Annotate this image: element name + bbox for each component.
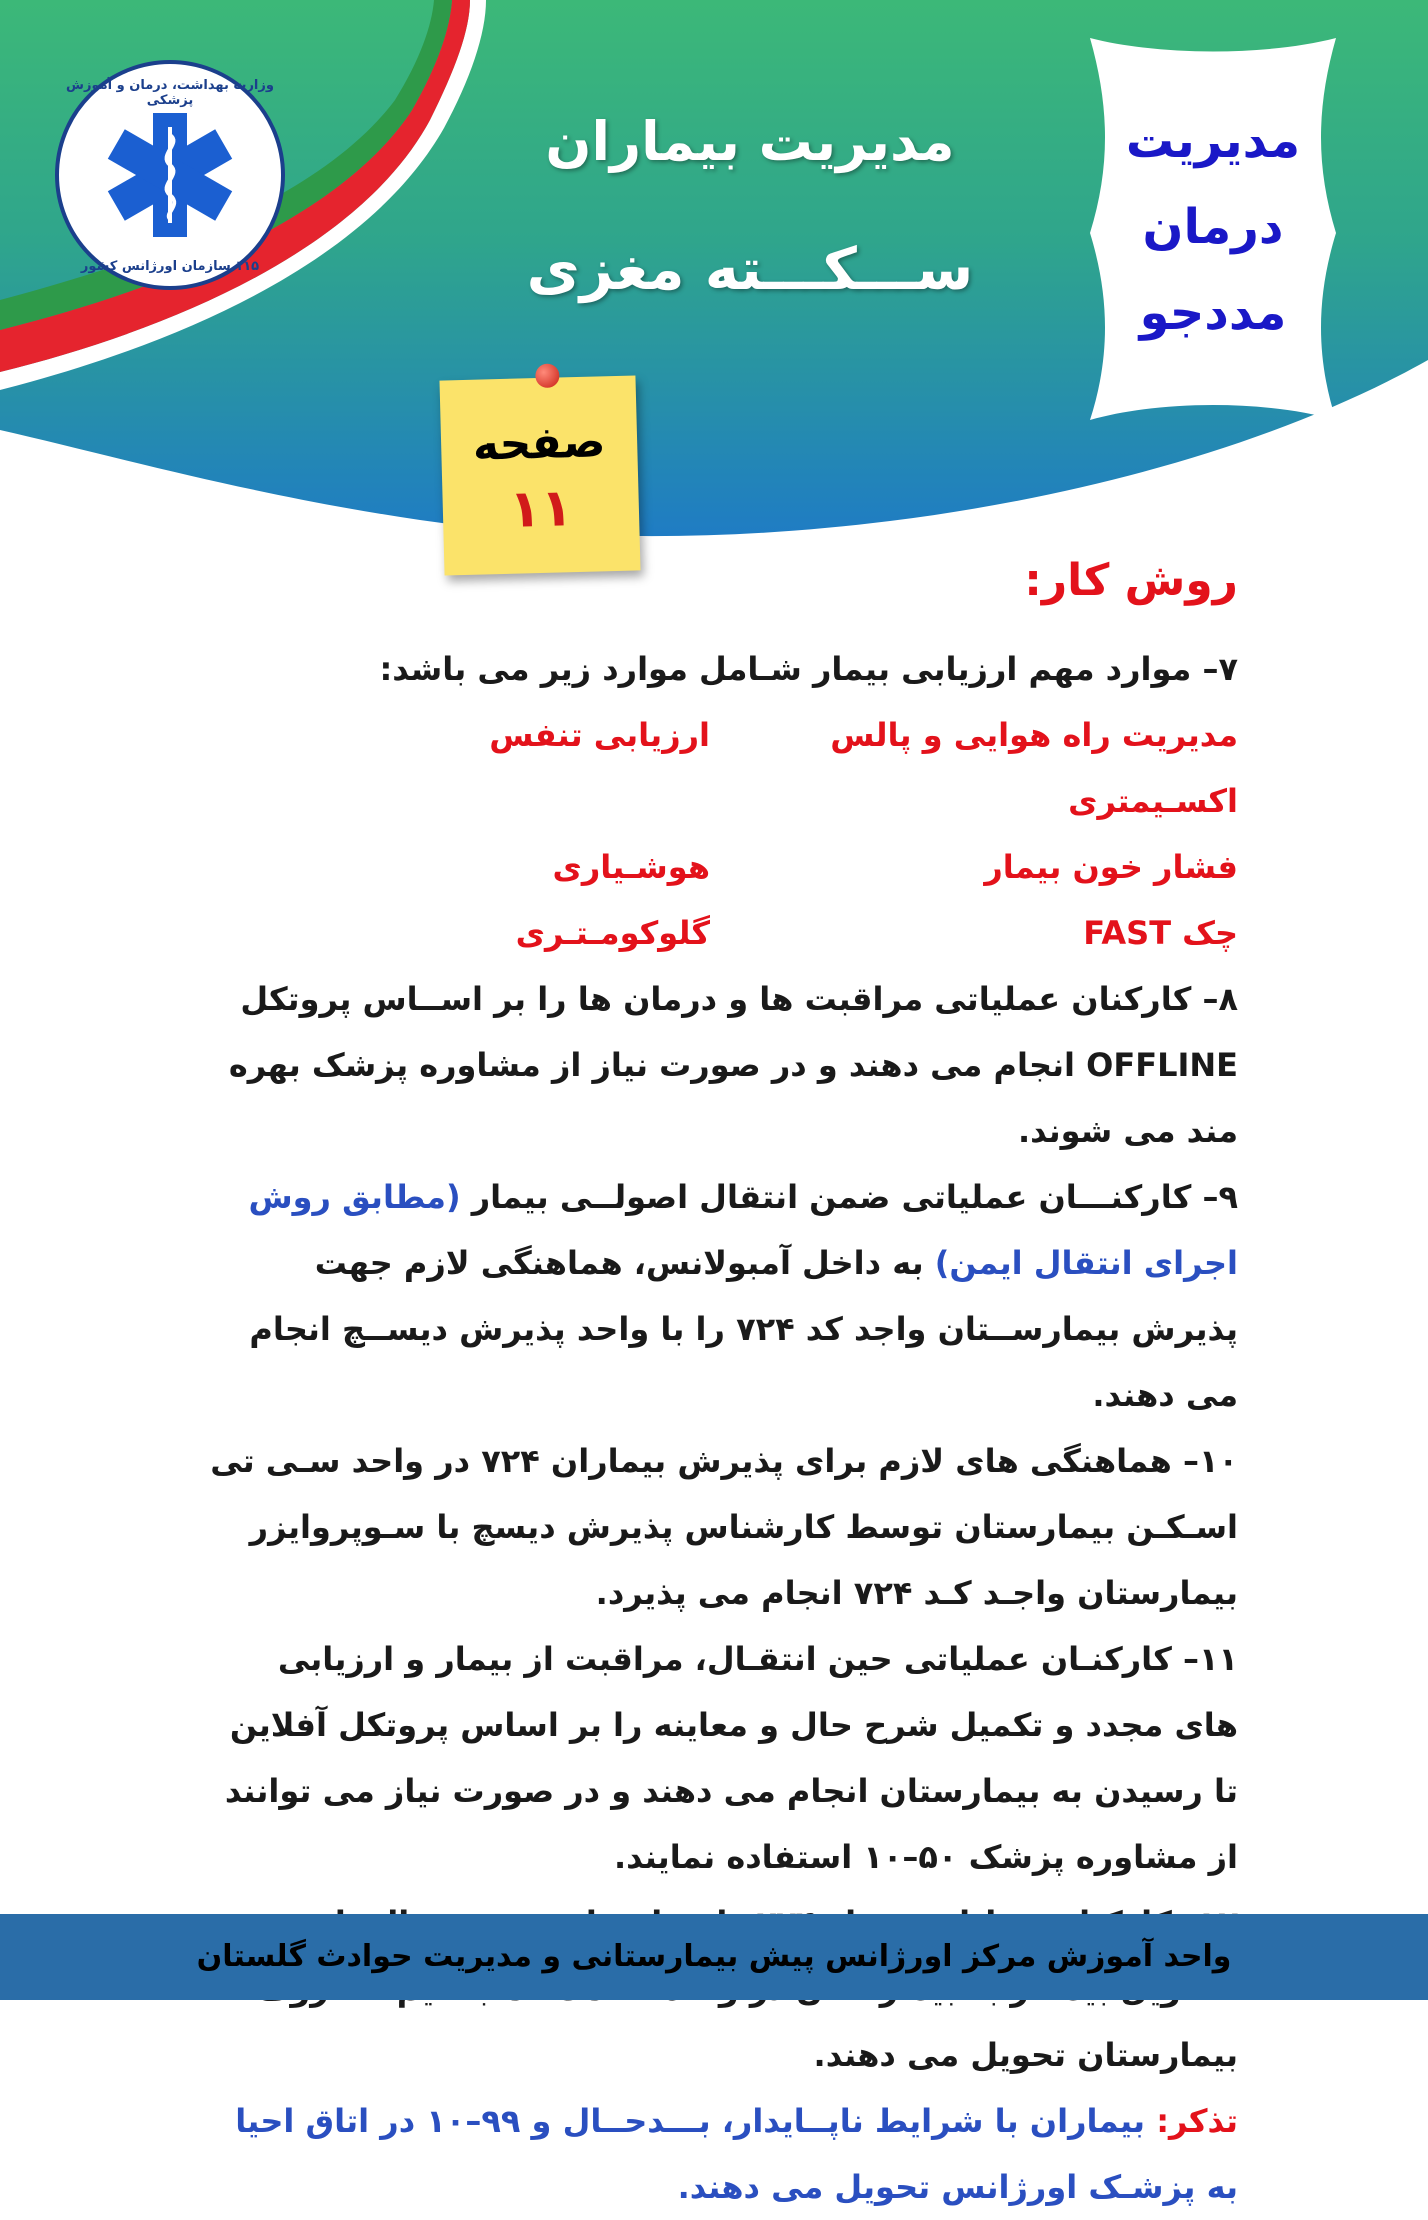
safe-transfer-reference: (مطابق روش اجرای انتقال ایمن) xyxy=(248,1178,1238,1282)
assessment-item: چک FAST xyxy=(1083,914,1238,952)
page-title: مدیریت بیماران xyxy=(545,110,955,173)
pin-icon xyxy=(535,363,560,388)
banner-line-3: مددجو xyxy=(1139,285,1287,341)
page-number-note xyxy=(439,375,640,575)
page-label: صفحه xyxy=(472,416,607,471)
reminder-text: بیماران با شرایط ناپــایدار، بـــدحــال و ۹۹–۱۰ در اتاق احیا به پزشـک اورژانس تحویل می دهند. xyxy=(235,2102,1238,2206)
assessment-item: گلوکومـتـری xyxy=(515,914,710,952)
assessment-item: فشار خون بیمار xyxy=(984,848,1238,886)
item-9-intro: ۹– کارکنـــان عملیاتی ضمن انتقال اصولــی بیمار xyxy=(471,1178,1238,1216)
logo-code: ۱۱۵ xyxy=(235,259,260,274)
logo-top-text: وزارت بهداشت، درمان و آموزش پزشکی xyxy=(66,78,274,108)
reminder-label: تذکر: xyxy=(1156,2102,1238,2140)
assessment-item: مدیریت راه هوایی و پالس اکسـیمتری xyxy=(830,716,1238,820)
item-9 xyxy=(210,1164,1238,1428)
footer: واحد آموزش مرکز اورژانس پیش بیمارستانی و مدیریت حوادث گلستان xyxy=(0,1914,1428,2000)
banner-line-2: درمان xyxy=(1142,199,1284,255)
item-11: ۱۱– کارکنـان عملیاتی حین انتقـال، مراقبت از بیمار و ارزیابی های مجدد و تکمیل شرح حال و معاینه را بر اساس پروتکل آفلاین تا رسیدن به بیمارستان انجام می دهند و در صورت نیاز می توانند از مشاوره پزشک ۵۰–۱۰ استفاده نمایند. xyxy=(224,1640,1238,1876)
method-heading: روش کار: xyxy=(1024,555,1238,606)
page-number: ۱۱ xyxy=(508,478,574,540)
assessment-list xyxy=(210,702,1238,966)
page-subtitle: ســـکـــته مغزی xyxy=(526,235,974,303)
banner-line-1: مدیریت xyxy=(1125,113,1301,169)
header xyxy=(0,0,1428,560)
logo-bottom-text xyxy=(59,259,281,274)
emergency-logo xyxy=(55,60,285,290)
item-8: ۸– کارکنان عملیاتی مراقبت ها و درمان ها را بر اســاس پروتکل OFFLINE انجام می دهند و در صورت نیاز از مشاوره پزشک بهره مند می شوند. xyxy=(228,980,1238,1150)
logo-org-name: سازمان اورژانس کشور xyxy=(80,259,231,274)
care-management-banner xyxy=(1090,38,1336,420)
reminder xyxy=(210,2088,1238,2220)
item-7: ۷– موارد مهم ارزیابی بیمار شـامل موارد زیر می باشد: xyxy=(379,650,1238,688)
banner-text xyxy=(1090,98,1336,356)
assessment-item: هوشـیاری xyxy=(552,848,710,886)
assessment-item: ارزیابی تنفس xyxy=(489,716,710,754)
item-9-rest: به داخل آمبولانس، هماهنگی لازم جهت پذیرش بیمارســتان واجد کد ۷۲۴ را با واحد پذیرش دیســچ انجام می دهند. xyxy=(249,1244,1238,1414)
item-10: ۱۰– هماهنگی های لازم برای پذیرش بیماران ۷۲۴ در واحد سـی تی اسـکـن بیمارستان توسط کارشناس پذیرش دیسچ با سـوپروایزر بیمارستان واجـد کـد ۷۲۴ انجام می پذیرد. xyxy=(210,1442,1238,1612)
item-12: بیمارستان تحویل می دهند. xyxy=(813,2036,1238,2074)
